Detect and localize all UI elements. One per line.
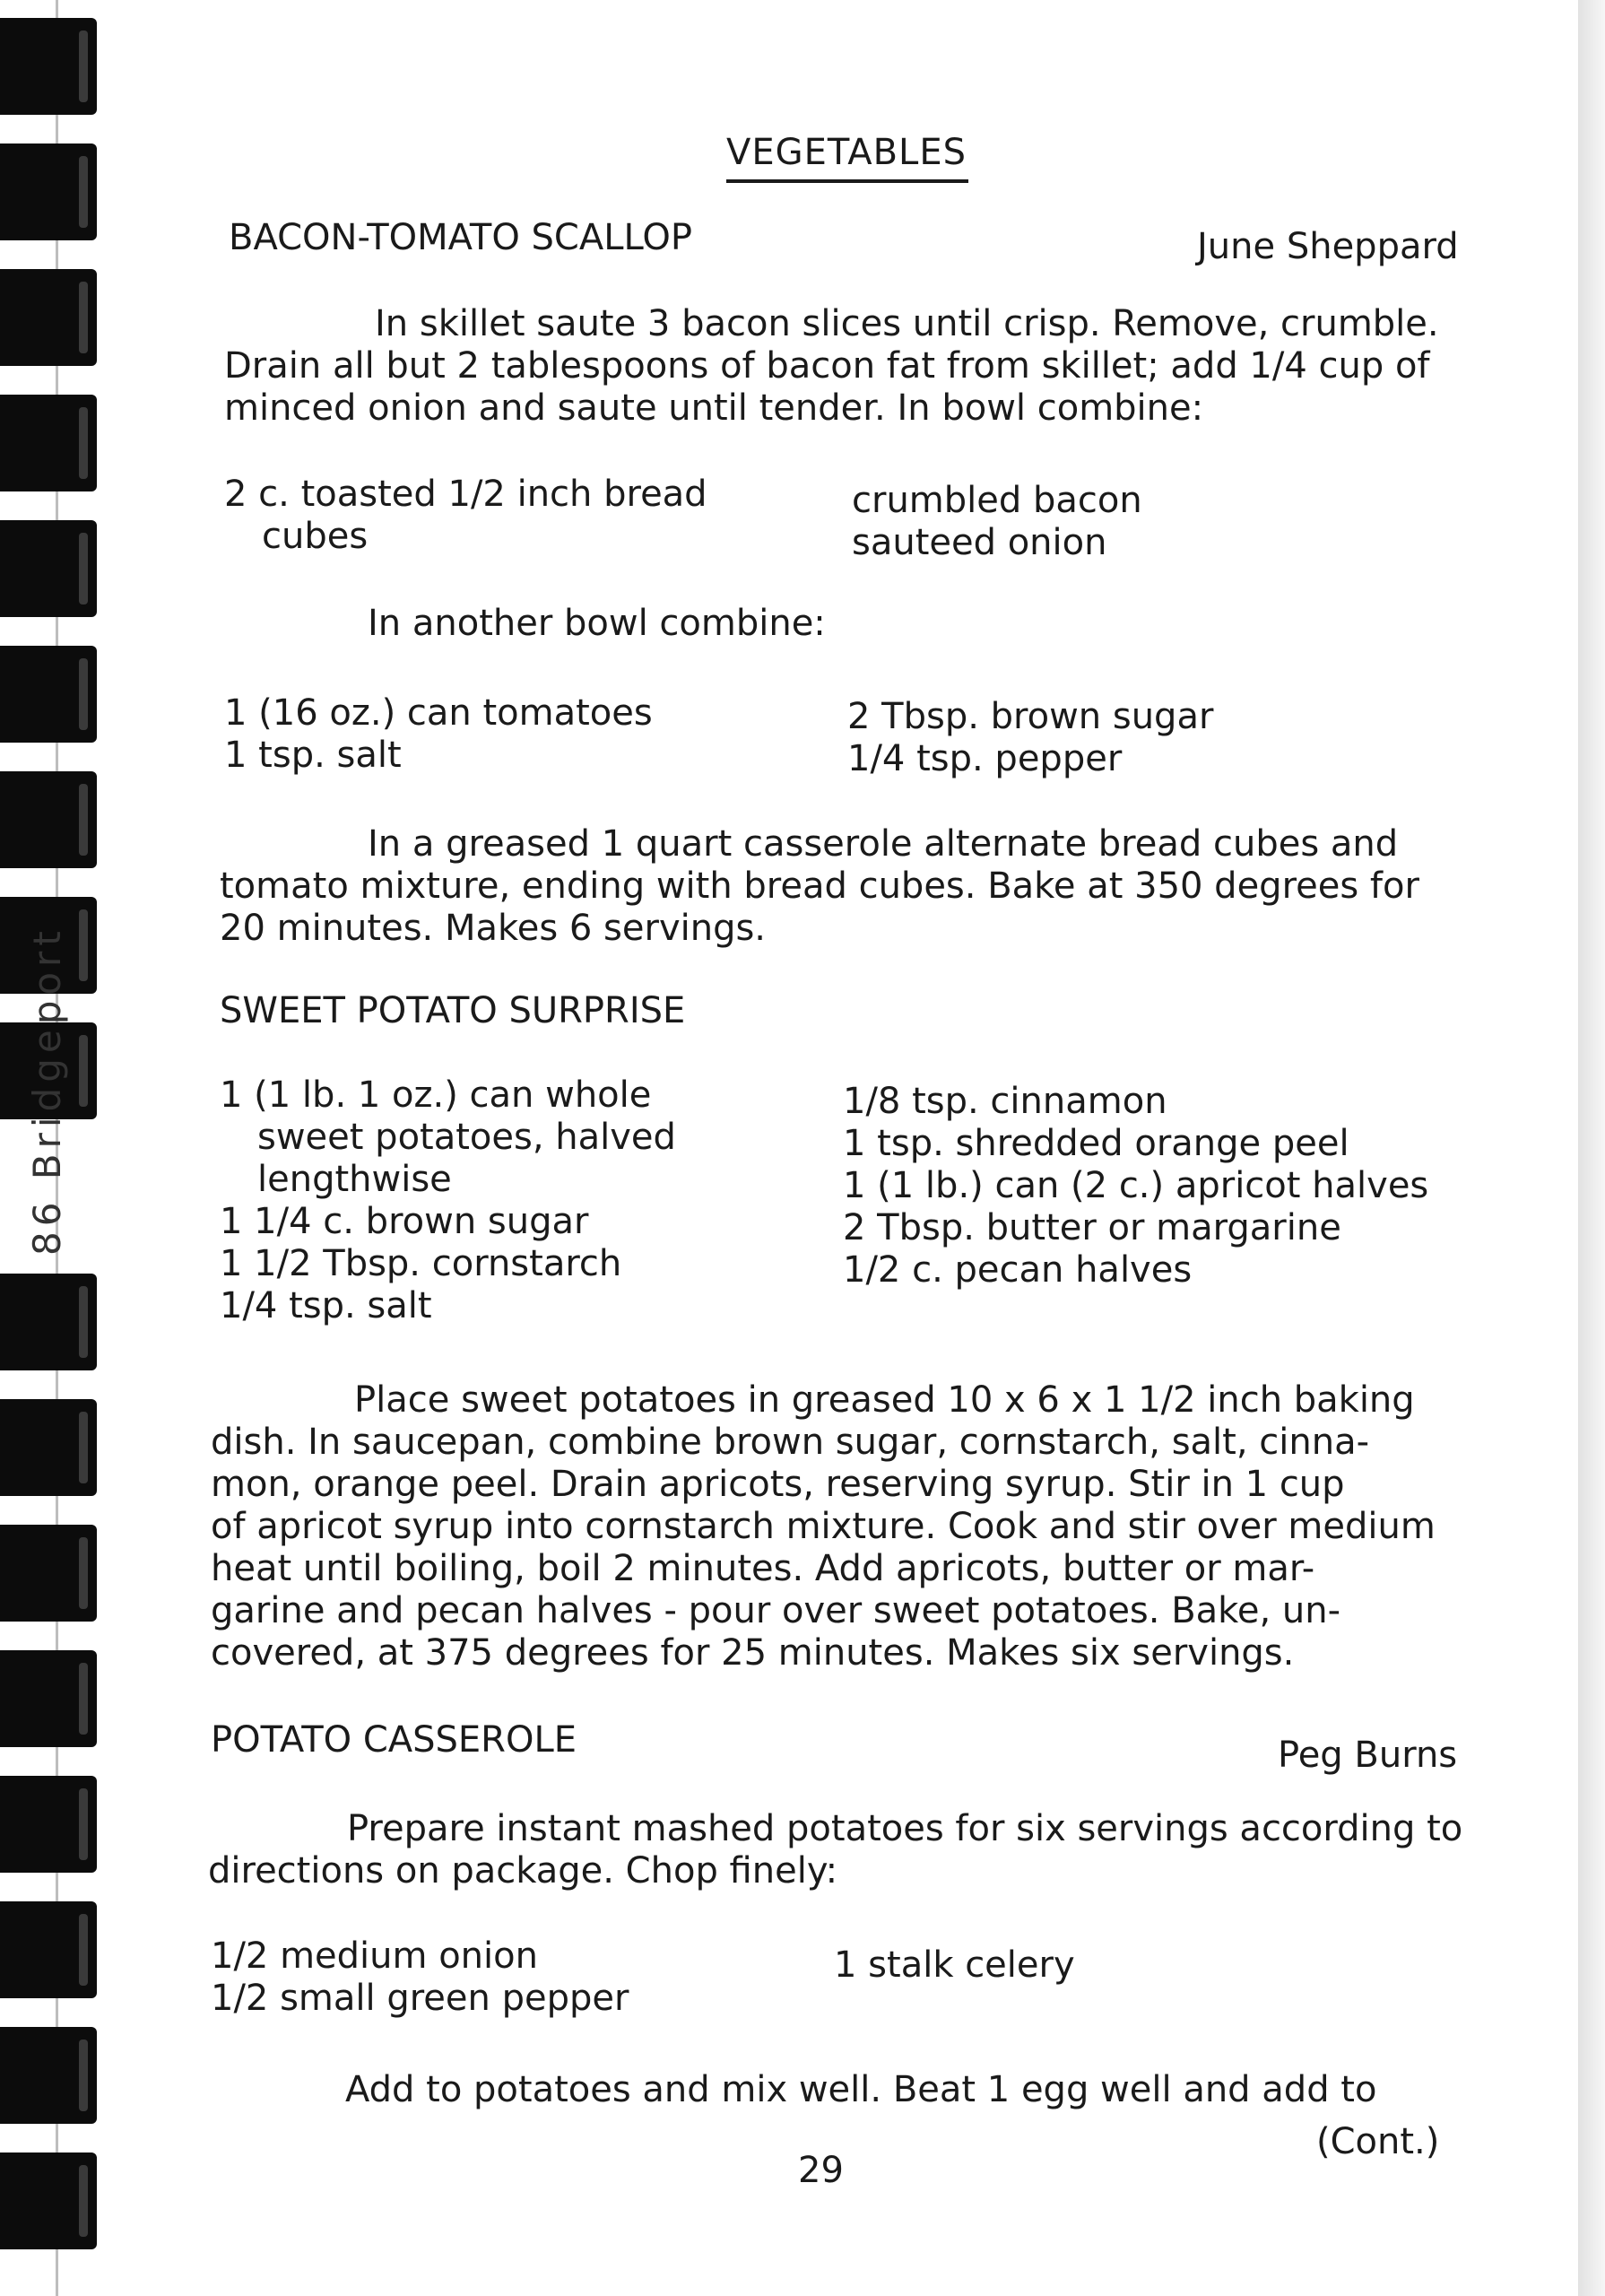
ingredient-item: cubes [262, 516, 369, 557]
ingredient-item: 1 stalk celery [834, 1944, 1075, 1986]
binding-ring [0, 1399, 97, 1496]
text-line: mon, orange peel. Drain apricots, reserving syrup. Stir in 1 cup [211, 1464, 1345, 1505]
continued-label: (Cont.) [1316, 2121, 1440, 2162]
binding-ring [0, 646, 97, 743]
text-line: heat until boiling, boil 2 minutes. Add apricots, butter or mar- [211, 1548, 1315, 1589]
binding-ring [0, 2152, 97, 2249]
recipe-instructions: Add to potatoes and mix well. Beat 1 egg well and add to [345, 2069, 1377, 2110]
ingredient-item: 1/2 medium onion [211, 1935, 538, 1977]
spine-text: 86 Bridgeport [25, 926, 69, 1256]
text-line: dish. In saucepan, combine brown sugar, cornstarch, salt, cinna- [211, 1422, 1370, 1463]
recipe-author: Peg Burns [1278, 1735, 1458, 1776]
ingredient-item: 2 Tbsp. brown sugar [847, 696, 1214, 737]
recipe-instructions [220, 823, 1419, 950]
ingredient-item: 1/2 small green pepper [211, 1978, 629, 2019]
section-title: VEGETABLES [726, 132, 967, 173]
recipe-instructions [211, 1379, 1436, 1674]
recipe-mid-text: In another bowl combine: [368, 603, 826, 644]
recipe-intro [224, 303, 1439, 430]
binding-ring [0, 1274, 97, 1370]
binding-ring [0, 1901, 97, 1998]
text-line: 20 minutes. Makes 6 servings. [220, 908, 767, 949]
ingredient-list-right [852, 480, 1142, 564]
binding-ring [0, 1525, 97, 1622]
ingredient-item: 2 Tbsp. butter or margarine [843, 1207, 1341, 1248]
ingredient-item: crumbled bacon [852, 480, 1142, 521]
page-number: 29 [798, 2150, 844, 2191]
recipe-title: POTATO CASSEROLE [211, 1719, 577, 1761]
ingredient-list-right [834, 1944, 1075, 1987]
text-line: garine and pecan halves - pour over sweet potatoes. Bake, un- [211, 1590, 1341, 1631]
ingredient-list-right [847, 696, 1213, 780]
binding-ring [0, 520, 97, 617]
ingredient-item: 1 (16 oz.) can tomatoes [224, 692, 653, 734]
binding-ring [0, 395, 97, 491]
text-line: of apricot syrup into cornstarch mixture. Cook and stir over medium [211, 1506, 1436, 1547]
ingredient-item: 1 tsp. shredded orange peel [843, 1123, 1349, 1164]
page-edge [1578, 0, 1605, 2296]
ingredient-list-left [220, 1074, 676, 1327]
ingredient-item: 1 1/4 c. brown sugar [220, 1201, 589, 1242]
ingredient-list-left [211, 1935, 629, 2020]
ingredient-item: 1 (1 lb. 1 oz.) can whole [220, 1074, 652, 1116]
ingredient-item: sauteed onion [852, 522, 1107, 563]
text-line: Drain all but 2 tablespoons of bacon fat from skillet; add 1/4 cup of [224, 345, 1430, 387]
ingredient-item: sweet potatoes, halved [257, 1117, 676, 1158]
binding-ring [0, 1650, 97, 1747]
recipe-intro [208, 1808, 1462, 1892]
text-line: minced onion and saute until tender. In bowl combine: [224, 387, 1204, 429]
ingredient-item: 2 c. toasted 1/2 inch bread [224, 474, 707, 515]
ingredient-item: lengthwise [257, 1159, 452, 1200]
ingredient-item: 1 (1 lb.) can (2 c.) apricot halves [843, 1165, 1429, 1206]
text-line: tomato mixture, ending with bread cubes. Bake at 350 degrees for [220, 865, 1419, 907]
ingredient-list-left [224, 474, 707, 558]
text-line: In a greased 1 quart casserole alternate bread cubes and [368, 823, 1399, 865]
spiral-binding [0, 0, 117, 2296]
binding-ring [0, 269, 97, 366]
binding-ring [0, 144, 97, 240]
ingredient-item: 1/2 c. pecan halves [843, 1249, 1193, 1291]
ingredient-item: 1/4 tsp. pepper [847, 738, 1123, 779]
text-line: In skillet saute 3 bacon slices until crisp. Remove, crumble. [375, 303, 1439, 344]
recipe-title: BACON-TOMATO SCALLOP [229, 217, 692, 258]
ingredient-item: 1/8 tsp. cinnamon [843, 1081, 1167, 1122]
text-line: Prepare instant mashed potatoes for six servings according to [347, 1808, 1463, 1849]
text-line: directions on package. Chop finely: [208, 1850, 838, 1892]
section-title-underline [726, 179, 968, 183]
ingredient-item: 1 1/2 Tbsp. cornstarch [220, 1243, 622, 1284]
ingredient-list-right [843, 1081, 1428, 1292]
binding-ring [0, 771, 97, 868]
text-line: covered, at 375 degrees for 25 minutes. Makes six servings. [211, 1632, 1295, 1674]
text-line: Place sweet potatoes in greased 10 x 6 x 1 1/2 inch baking [354, 1379, 1415, 1421]
ingredient-list-left [224, 692, 653, 777]
recipe-title: SWEET POTATO SURPRISE [220, 990, 686, 1031]
ingredient-item: 1 tsp. salt [224, 735, 402, 776]
recipe-author: June Sheppard [1197, 226, 1459, 267]
binding-ring [0, 18, 97, 115]
ingredient-item: 1/4 tsp. salt [220, 1285, 432, 1326]
binding-ring [0, 2027, 97, 2124]
binding-ring [0, 1776, 97, 1873]
